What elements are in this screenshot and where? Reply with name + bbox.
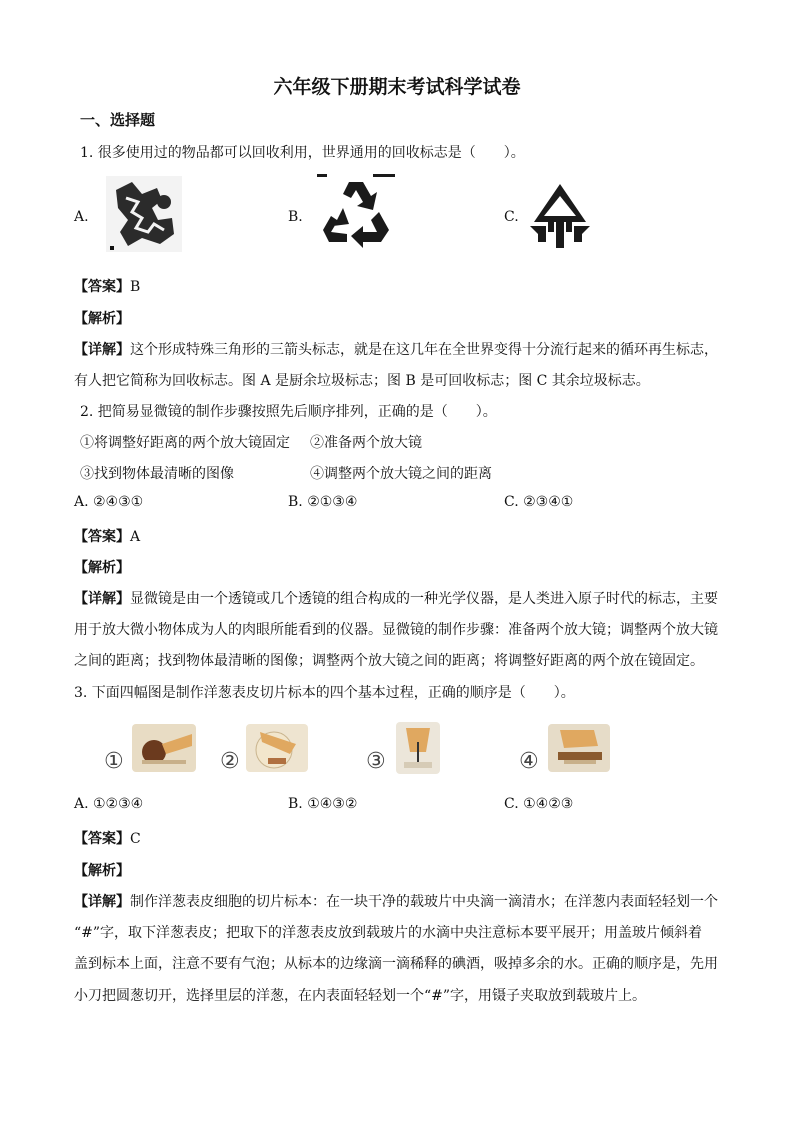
detail-tag: 【详解】 xyxy=(74,894,130,910)
q3-image4-label: ④ xyxy=(519,749,539,774)
answer-tag: 【答案】 xyxy=(74,529,130,545)
q3-image3-label: ③ xyxy=(366,749,386,774)
other-waste-logo-icon xyxy=(528,182,592,250)
q3-image1-label: ① xyxy=(104,749,124,774)
q2-detail-line3: 之间的距离；找到物体最清晰的图像；调整两个放大镜之间的距离；将调整好距离的两个放在镜固定。 xyxy=(74,653,704,669)
step1-photo-icon xyxy=(132,724,196,772)
q2-step4: ④调整两个放大镜之间的距离 xyxy=(310,466,492,482)
page-title: 六年级下册期末考试科学试卷 xyxy=(273,76,521,98)
q2-option-c: C. ②③④① xyxy=(504,494,574,510)
q3-answer xyxy=(74,828,141,848)
answer-value: C xyxy=(130,831,141,847)
q1-detail-line1 xyxy=(74,339,718,359)
answer-value: B xyxy=(130,279,141,295)
q3-analysis-tag: 【解析】 xyxy=(74,863,130,879)
answer-tag: 【答案】 xyxy=(74,279,130,295)
q3-stem: 3. 下面四幅图是制作洋葱表皮切片标本的四个基本过程，正确的顺序是（ ）。 xyxy=(74,685,575,701)
q3-image2-label: ② xyxy=(220,749,240,774)
detail-text: 这个形成特殊三角形的三箭头标志，就是在这几年在全世界变得十分流行起来的循环再生标志， xyxy=(130,342,718,358)
answer-tag: 【答案】 xyxy=(74,831,130,847)
q3-detail-line2: “#”字，取下洋葱表皮；把取下的洋葱表皮放到载玻片的水滴中央注意标本要平展开；用盖玻片倾斜着 xyxy=(74,925,703,941)
q2-analysis-tag: 【解析】 xyxy=(74,560,130,576)
detail-text: 显微镜是由一个透镜或几个透镜的组合构成的一种光学仪器，是人类进入原子时代的标志，主要 xyxy=(130,591,718,607)
section-heading: 一、选择题 xyxy=(80,111,156,129)
detail-tag: 【详解】 xyxy=(74,342,130,358)
q1-answer xyxy=(74,276,140,296)
q3-detail-line1 xyxy=(74,891,718,911)
q2-step3: ③找到物体最清晰的图像 xyxy=(80,466,234,482)
q2-option-b: B. ②①③④ xyxy=(288,494,358,510)
q3-detail-line4: 小刀把圆葱切开，选择里层的洋葱，在内表面轻轻划一个“#”字，用镊子夹取放到载玻片上。 xyxy=(74,988,647,1004)
q1-stem: 1. 很多使用过的物品都可以回收利用，世界通用的回收标志是（ ）。 xyxy=(80,145,525,161)
q2-stem: 2. 把简易显微镜的制作步骤按照先后顺序排列，正确的是（ ）。 xyxy=(80,404,497,420)
q1-option-c-label: C. xyxy=(504,209,519,225)
q3-detail-line3: 盖到标本上面，注意不要有气泡；从标本的边缘滴一滴稀释的碘酒，吸掉多余的水。正确的顺序是，先用 xyxy=(74,956,718,972)
step3-photo-icon xyxy=(396,722,440,774)
q3-option-b: B. ①④③② xyxy=(288,796,358,812)
q2-answer xyxy=(74,526,140,546)
q1-analysis-tag: 【解析】 xyxy=(74,311,130,327)
q2-step2: ②准备两个放大镜 xyxy=(310,435,422,451)
q2-step1: ①将调整好距离的两个放大镜固定 xyxy=(80,435,290,451)
detail-tag: 【详解】 xyxy=(74,591,130,607)
q2-option-a: A. ②④③① xyxy=(74,494,144,510)
q1-option-b-label: B. xyxy=(288,209,303,225)
step2-photo-icon xyxy=(246,724,308,772)
q1-option-a-label: A. xyxy=(74,209,89,225)
q1-detail-line2: 有人把它简称为回收标志。图 A 是厨余垃圾标志；图 B 是可回收标志；图 C 其余垃圾标志。 xyxy=(74,373,650,389)
recycle-logo-icon xyxy=(313,172,399,252)
q3-option-c: C. ①④②③ xyxy=(504,796,574,812)
detail-text: 制作洋葱表皮细胞的切片标本：在一块干净的载玻片中央滴一滴清水；在洋葱内表面轻轻划一个 xyxy=(130,894,718,910)
q2-detail-line1 xyxy=(74,588,718,608)
q3-option-a: A. ①②③④ xyxy=(74,796,144,812)
q2-detail-line2: 用于放大微小物体成为人的肉眼所能看到的仪器。显微镜的制作步骤：准备两个放大镜；调整两个放大镜 xyxy=(74,622,718,638)
answer-value: A xyxy=(130,529,141,545)
kitchen-waste-logo-icon xyxy=(102,172,186,256)
step4-photo-icon xyxy=(548,724,610,772)
